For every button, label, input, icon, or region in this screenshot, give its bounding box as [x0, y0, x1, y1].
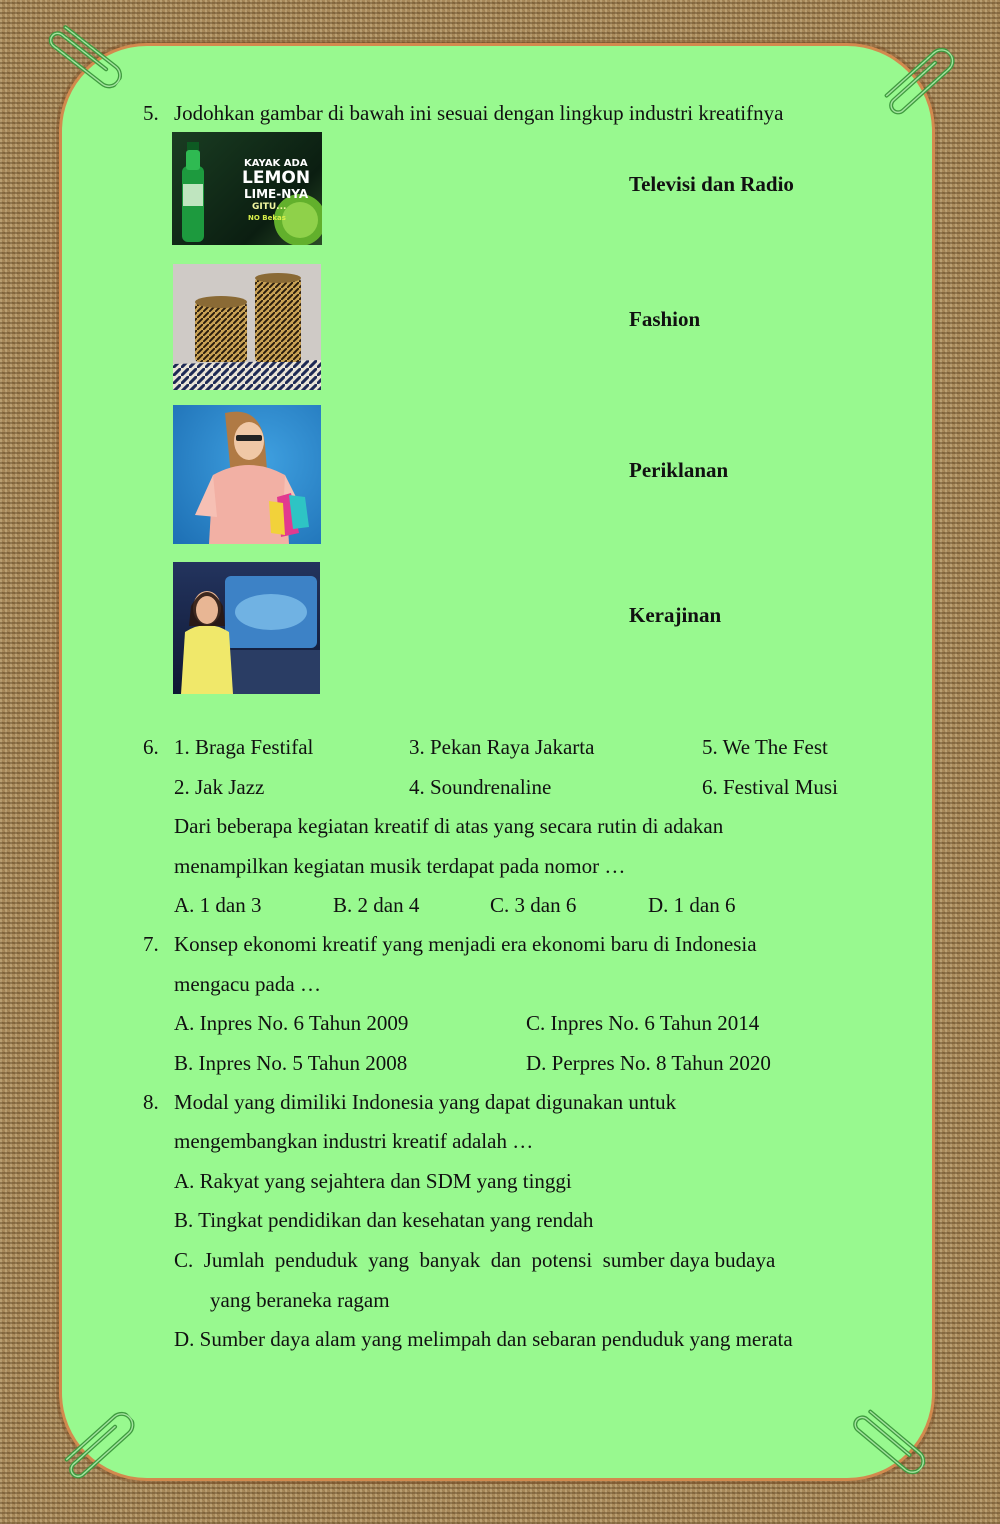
- tv-presenter-image: [173, 562, 320, 694]
- match-option-4: Kerajinan: [629, 603, 722, 627]
- q6-choice-d: D. 1 dan 6: [648, 893, 736, 917]
- q6-question-line2: menampilkan kegiatan musik terdapat pada nomor …: [174, 854, 626, 878]
- match-option-1: Televisi dan Radio: [629, 172, 794, 196]
- q8-line2: mengembangkan industri kreatif adalah …: [174, 1129, 534, 1153]
- q8-number: 8.: [143, 1090, 159, 1114]
- q6-item-1: 1. Braga Festifal: [174, 735, 314, 759]
- q6-choice-b: B. 2 dan 4: [333, 893, 420, 917]
- match-option-3: Periklanan: [629, 458, 729, 482]
- q5-number: 5.: [143, 101, 159, 125]
- q6-item-2: 2. Jak Jazz: [174, 775, 265, 799]
- q7-line2: mengacu pada …: [174, 972, 321, 996]
- q6-choice-c: C. 3 dan 6: [490, 893, 577, 917]
- q8-choice-a: A. Rakyat yang sejahtera dan SDM yang tinggi: [174, 1169, 572, 1193]
- fashion-shopping-woman-image: [173, 405, 321, 544]
- q7-line1: Konsep ekonomi kreatif yang menjadi era ekonomi baru di Indonesia: [174, 932, 757, 956]
- q7-choice-d: D. Perpres No. 8 Tahun 2020: [526, 1051, 771, 1075]
- q6-question-line1: Dari beberapa kegiatan kreatif di atas yang secara rutin di adakan: [174, 814, 724, 838]
- q8-line1: Modal yang dimiliki Indonesia yang dapat digunakan untuk: [174, 1090, 677, 1114]
- woven-craft-image: [173, 264, 321, 390]
- q8-choice-c-line1: C. Jumlah penduduk yang banyak dan potensi sumber daya budaya: [174, 1248, 776, 1272]
- q7-choice-b: B. Inpres No. 5 Tahun 2008: [174, 1051, 408, 1075]
- q8-choice-b: B. Tingkat pendidikan dan kesehatan yang rendah: [174, 1208, 594, 1232]
- q6-choice-a: A. 1 dan 3: [174, 893, 262, 917]
- q8-choice-c-line2: yang beraneka ragam: [210, 1288, 390, 1312]
- q6-item-3: 3. Pekan Raya Jakarta: [409, 735, 595, 759]
- q8-choice-d: D. Sumber daya alam yang melimpah dan sebaran penduduk yang merata: [174, 1327, 793, 1351]
- q7-choice-a: A. Inpres No. 6 Tahun 2009: [174, 1011, 409, 1035]
- ad-line-4: GITU...: [252, 202, 287, 212]
- q7-choice-c: C. Inpres No. 6 Tahun 2014: [526, 1011, 760, 1035]
- q5-text: Jodohkan gambar di bawah ini sesuai dengan lingkup industri kreatifnya: [174, 101, 784, 125]
- soda-advert-image: [172, 132, 322, 245]
- q6-number: 6.: [143, 735, 159, 759]
- q6-item-5: 5. We The Fest: [702, 735, 828, 759]
- ad-line-3: LIME-NYA: [244, 187, 309, 201]
- match-option-2: Fashion: [629, 307, 701, 331]
- q6-item-4: 4. Soundrenaline: [409, 775, 552, 799]
- ad-badge: NO Bekas: [248, 214, 286, 222]
- q6-item-6: 6. Festival Musi: [702, 775, 838, 799]
- ad-line-1: KAYAK ADA: [244, 158, 308, 169]
- q7-number: 7.: [143, 932, 159, 956]
- ad-line-2: LEMON: [242, 168, 311, 188]
